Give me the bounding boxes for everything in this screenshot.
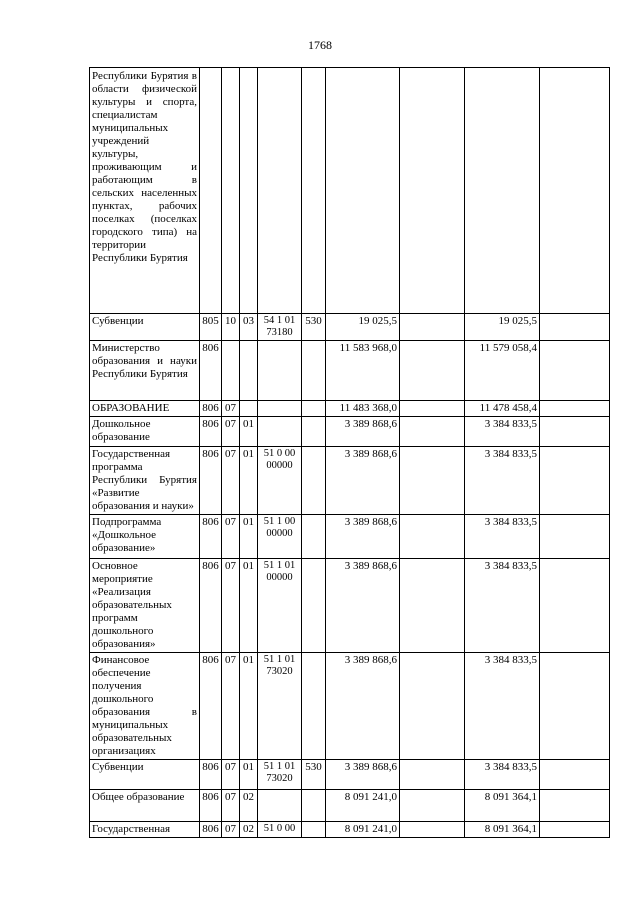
row-amount-2 <box>400 515 465 559</box>
row-name: Субвенции <box>90 760 200 790</box>
row-grbs-code: 806 <box>200 760 222 790</box>
row-name: Государственная программа Республики Бурятия «Развитие образования и науки» <box>90 447 200 515</box>
row-amount-4 <box>540 790 610 822</box>
row-subsection-code: 01 <box>240 515 258 559</box>
row-amount-3: 3 384 833,5 <box>465 515 540 559</box>
row-grbs-code: 806 <box>200 447 222 515</box>
row-amount-3: 8 091 364,1 <box>465 822 540 838</box>
row-name: Общее образование <box>90 790 200 822</box>
row-subsection-code: 02 <box>240 790 258 822</box>
row-amount-4 <box>540 559 610 653</box>
row-expense-type-code <box>302 515 326 559</box>
row-target-item-code <box>258 341 302 401</box>
row-grbs-code: 806 <box>200 341 222 401</box>
row-amount-1: 3 389 868,6 <box>326 653 400 760</box>
row-expense-type-code <box>302 68 326 314</box>
page-number: 1768 <box>308 38 332 52</box>
row-amount-2 <box>400 653 465 760</box>
row-name: Министерство образования и науки Республики Бурятия <box>90 341 200 401</box>
table-row <box>90 559 610 653</box>
row-grbs-code: 806 <box>200 515 222 559</box>
row-grbs-code: 806 <box>200 559 222 653</box>
row-target-item-code: 51 0 00 <box>258 822 302 838</box>
row-section-code: 07 <box>222 447 240 515</box>
row-amount-3 <box>465 68 540 314</box>
row-name: Подпрограмма «Дошкольное образование» <box>90 515 200 559</box>
row-expense-type-code <box>302 341 326 401</box>
row-amount-4 <box>540 822 610 838</box>
row-subsection-code: 01 <box>240 760 258 790</box>
table-row <box>90 653 610 760</box>
row-amount-1: 3 389 868,6 <box>326 760 400 790</box>
row-section-code <box>222 341 240 401</box>
table-row <box>90 760 610 790</box>
row-amount-3: 3 384 833,5 <box>465 447 540 515</box>
row-amount-1: 3 389 868,6 <box>326 417 400 447</box>
row-amount-2 <box>400 341 465 401</box>
row-subsection-code: 01 <box>240 559 258 653</box>
row-name: Дошкольное образование <box>90 417 200 447</box>
row-expense-type-code <box>302 401 326 417</box>
row-name: Основное мероприятие «Реализация образовательных программ дошкольного образования» <box>90 559 200 653</box>
row-section-code: 07 <box>222 760 240 790</box>
row-amount-4 <box>540 401 610 417</box>
row-amount-4 <box>540 417 610 447</box>
row-target-item-code <box>258 401 302 417</box>
budget-table <box>89 67 610 838</box>
row-name: ОБРАЗОВАНИЕ <box>90 401 200 417</box>
row-section-code: 07 <box>222 822 240 838</box>
row-amount-2 <box>400 447 465 515</box>
row-grbs-code: 806 <box>200 401 222 417</box>
row-amount-4 <box>540 515 610 559</box>
table-row <box>90 417 610 447</box>
row-amount-2 <box>400 790 465 822</box>
row-target-item-code: 51 1 01 00000 <box>258 559 302 653</box>
row-amount-2 <box>400 314 465 341</box>
row-name: Государственная <box>90 822 200 838</box>
row-target-item-code: 51 1 01 73020 <box>258 653 302 760</box>
row-expense-type-code <box>302 790 326 822</box>
row-amount-2 <box>400 401 465 417</box>
row-amount-4 <box>540 314 610 341</box>
row-grbs-code: 806 <box>200 417 222 447</box>
row-grbs-code <box>200 68 222 314</box>
row-amount-4 <box>540 341 610 401</box>
row-target-item-code: 51 1 01 73020 <box>258 760 302 790</box>
row-subsection-code <box>240 68 258 314</box>
row-amount-3: 3 384 833,5 <box>465 417 540 447</box>
row-target-item-code: 51 1 00 00000 <box>258 515 302 559</box>
row-grbs-code: 806 <box>200 790 222 822</box>
row-section-code: 07 <box>222 401 240 417</box>
row-amount-1: 3 389 868,6 <box>326 447 400 515</box>
row-grbs-code: 806 <box>200 653 222 760</box>
row-section-code: 07 <box>222 417 240 447</box>
row-expense-type-code <box>302 653 326 760</box>
row-section-code: 07 <box>222 653 240 760</box>
row-grbs-code: 806 <box>200 822 222 838</box>
row-expense-type-code <box>302 447 326 515</box>
row-target-item-code <box>258 790 302 822</box>
row-expense-type-code <box>302 559 326 653</box>
row-section-code: 07 <box>222 515 240 559</box>
row-amount-3: 11 478 458,4 <box>465 401 540 417</box>
row-target-item-code <box>258 68 302 314</box>
table-row <box>90 790 610 822</box>
row-amount-4 <box>540 653 610 760</box>
table-row <box>90 314 610 341</box>
row-amount-1: 8 091 241,0 <box>326 790 400 822</box>
row-subsection-code: 01 <box>240 417 258 447</box>
row-amount-1: 11 483 368,0 <box>326 401 400 417</box>
row-section-code: 07 <box>222 559 240 653</box>
row-subsection-code: 01 <box>240 653 258 760</box>
row-expense-type-code <box>302 822 326 838</box>
row-amount-3: 19 025,5 <box>465 314 540 341</box>
row-amount-2 <box>400 760 465 790</box>
row-section-code <box>222 68 240 314</box>
row-expense-type-code: 530 <box>302 314 326 341</box>
row-amount-2 <box>400 822 465 838</box>
row-amount-1: 11 583 968,0 <box>326 341 400 401</box>
row-amount-2 <box>400 559 465 653</box>
row-section-code: 07 <box>222 790 240 822</box>
table-row <box>90 401 610 417</box>
table-row <box>90 341 610 401</box>
row-expense-type-code: 530 <box>302 760 326 790</box>
row-amount-4 <box>540 68 610 314</box>
row-target-item-code: 51 0 00 00000 <box>258 447 302 515</box>
row-amount-3: 3 384 833,5 <box>465 559 540 653</box>
row-amount-1: 3 389 868,6 <box>326 515 400 559</box>
row-subsection-code: 01 <box>240 447 258 515</box>
row-amount-3: 8 091 364,1 <box>465 790 540 822</box>
table-row <box>90 447 610 515</box>
row-target-item-code: 54 1 01 73180 <box>258 314 302 341</box>
row-amount-3: 3 384 833,5 <box>465 760 540 790</box>
row-amount-1: 19 025,5 <box>326 314 400 341</box>
table-row <box>90 515 610 559</box>
table-row <box>90 68 610 314</box>
row-amount-4 <box>540 760 610 790</box>
row-amount-3: 3 384 833,5 <box>465 653 540 760</box>
row-amount-1: 8 091 241,0 <box>326 822 400 838</box>
row-name: Финансовое обеспечение получения дошкольного образования в муниципальных образовательных организациях <box>90 653 200 760</box>
row-name: Республики Бурятия в области физической культуры и спорта, специалистам муниципальных учреждений культуры, проживающим и работающим в сельских населенных пунктах, рабочих поселках (поселках городского типа) на территории Республики Бурятия <box>90 68 200 314</box>
row-amount-3: 11 579 058,4 <box>465 341 540 401</box>
table-row <box>90 822 610 838</box>
row-subsection-code <box>240 401 258 417</box>
row-name: Субвенции <box>90 314 200 341</box>
row-section-code: 10 <box>222 314 240 341</box>
row-subsection-code: 02 <box>240 822 258 838</box>
row-subsection-code: 03 <box>240 314 258 341</box>
row-grbs-code: 805 <box>200 314 222 341</box>
row-subsection-code <box>240 341 258 401</box>
row-amount-2 <box>400 68 465 314</box>
row-amount-2 <box>400 417 465 447</box>
row-amount-1: 3 389 868,6 <box>326 559 400 653</box>
row-amount-1 <box>326 68 400 314</box>
row-expense-type-code <box>302 417 326 447</box>
row-target-item-code <box>258 417 302 447</box>
row-amount-4 <box>540 447 610 515</box>
